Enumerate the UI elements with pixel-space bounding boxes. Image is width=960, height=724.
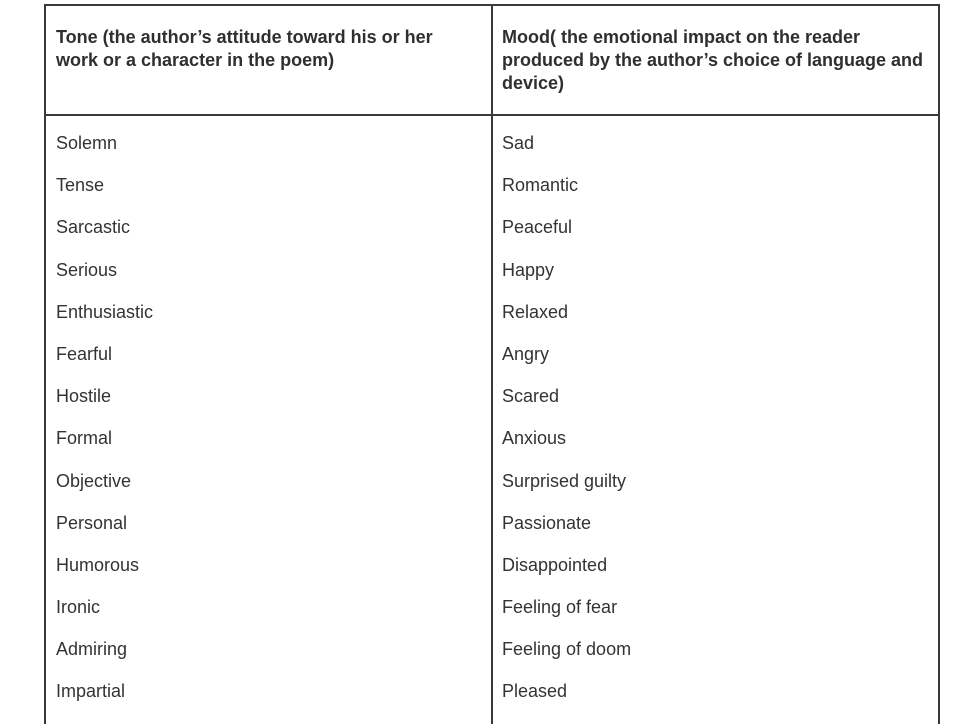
header-divider bbox=[46, 114, 938, 116]
mood-item: Happy bbox=[502, 259, 555, 280]
tone-mood-table bbox=[44, 4, 940, 724]
mood-item: Passionate bbox=[502, 512, 592, 533]
mood-column-header: Mood( the emotional impact on the reader produced by the author’s choice of language and device) bbox=[502, 27, 924, 93]
mood-item: Relaxed bbox=[502, 301, 569, 322]
tone-list bbox=[56, 132, 153, 723]
tone-column-header: Tone (the author’s attitude toward his or her work or a character in the poem) bbox=[56, 27, 433, 70]
tone-item: Personal bbox=[56, 512, 128, 533]
mood-item: Scared bbox=[502, 386, 560, 407]
tone-item: Tense bbox=[56, 175, 105, 196]
mood-item: Romantic bbox=[502, 175, 579, 196]
mood-list bbox=[502, 132, 631, 723]
mood-item: Sad bbox=[502, 133, 535, 153]
mood-item: Anxious bbox=[502, 428, 567, 449]
tone-item: Enthusiastic bbox=[56, 301, 154, 322]
tone-item: Objective bbox=[56, 470, 132, 491]
tone-item: Impartial bbox=[56, 681, 126, 702]
mood-item: Pleased bbox=[502, 681, 568, 702]
tone-item: Serious bbox=[56, 259, 118, 280]
tone-item: Hostile bbox=[56, 386, 112, 407]
tone-item: Solemn bbox=[56, 133, 118, 153]
tone-item: Formal bbox=[56, 428, 113, 449]
mood-item: Disappointed bbox=[502, 554, 608, 575]
tone-item: Humorous bbox=[56, 554, 140, 575]
mood-item: Feeling of fear bbox=[502, 597, 618, 618]
mood-item: Surprised guilty bbox=[502, 470, 627, 491]
mood-item: Peaceful bbox=[502, 217, 573, 238]
tone-item: Fearful bbox=[56, 343, 113, 364]
tone-item: Admiring bbox=[56, 639, 128, 660]
tone-item: Sarcastic bbox=[56, 217, 131, 238]
mood-item: Feeling of doom bbox=[502, 639, 632, 660]
mood-item: Angry bbox=[502, 343, 550, 364]
tone-item: Ironic bbox=[56, 597, 101, 618]
